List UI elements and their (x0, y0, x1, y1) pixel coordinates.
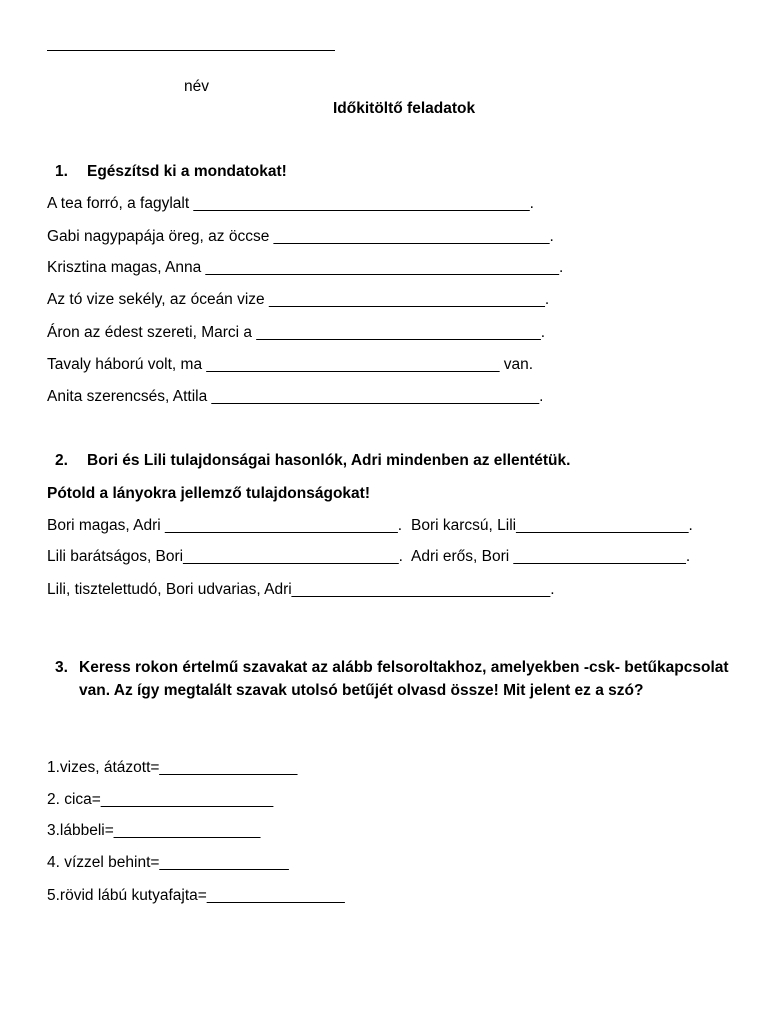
task3-item[interactable]: 3.lábbeli=_________________ (47, 822, 261, 839)
task1-line[interactable]: Krisztina magas, Anna _________________________________________. (47, 259, 564, 276)
name-label: név (184, 78, 209, 95)
task2-heading (55, 451, 570, 471)
task3-item[interactable]: 4. vízzel behint=_______________ (47, 854, 289, 871)
task3-heading: Keress rokon értelmű szavakat az alább felsoroltakhoz, amelyekben -csk- betűkapcsolat van. Az így megtalált szavak utolsó betűjét olvasd össze! Mit jelent ez a szó? (79, 659, 729, 699)
task2-heading-text: Bori és Lili tulajdonságai hasonlók, Adri mindenben az ellentétük. (87, 452, 571, 469)
task1-heading-text: Egészítsd ki a mondatokat! (87, 163, 287, 180)
task2-row1-left[interactable]: Bori magas, Adri ___________________________. (47, 517, 403, 534)
task1-line[interactable]: Gabi nagypapája öreg, az öccse ________________________________. (47, 228, 554, 245)
task1-line[interactable]: A tea forró, a fagylalt _______________________________________. (47, 195, 534, 212)
task1-heading (55, 162, 287, 182)
task2-row2-right[interactable]: Adri erős, Bori ____________________. (411, 548, 691, 565)
task2-row2-left[interactable]: Lili barátságos, Bori_________________________. (47, 548, 403, 565)
task2-number: 2. (55, 452, 68, 469)
task3-item[interactable]: 2. cica=____________________ (47, 791, 274, 808)
task1-line[interactable]: Anita szerencsés, Attila ______________________________________. (47, 388, 544, 405)
task3-item[interactable]: 1.vizes, átázott=________________ (47, 759, 298, 776)
name-blank-line[interactable] (47, 50, 335, 51)
task2-row1-right[interactable]: Bori karcsú, Lili____________________. (411, 517, 693, 534)
task3-item[interactable]: 5.rövid lábú kutyafajta=________________ (47, 887, 345, 904)
task3-number: 3. (55, 659, 68, 676)
task1-line[interactable]: Áron az édest szereti, Marci a _________________________________. (47, 324, 546, 341)
task2-row3[interactable]: Lili, tisztelettudó, Bori udvarias, Adri______________________________. (47, 581, 555, 598)
task1-line[interactable]: Az tó vize sekély, az óceán vize ________________________________. (47, 291, 550, 308)
page-title: Időkitöltő feladatok (333, 100, 476, 117)
task2-subheading: Pótold a lányokra jellemző tulajdonságokat! (47, 485, 370, 502)
task1-number: 1. (55, 163, 68, 180)
task1-line[interactable]: Tavaly háború volt, ma __________________________________ van. (47, 356, 534, 373)
